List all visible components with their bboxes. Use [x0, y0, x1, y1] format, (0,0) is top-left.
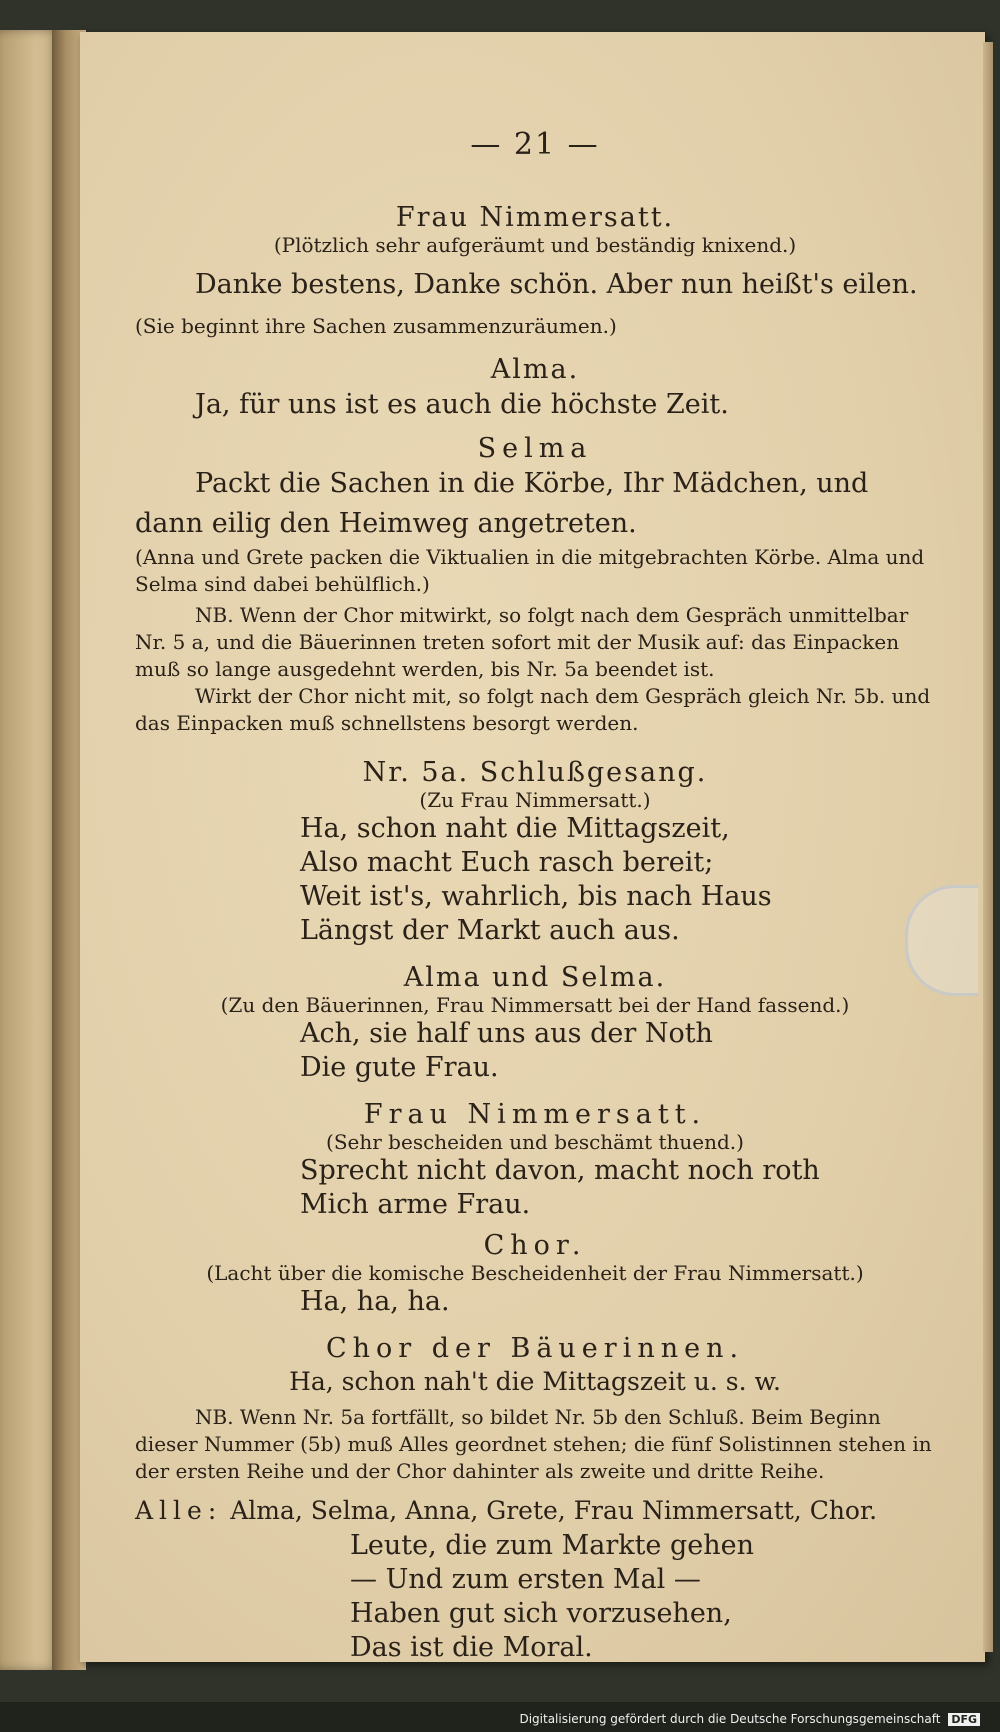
dfg-logo: DFG: [948, 1713, 980, 1726]
page-content: [135, 127, 935, 1665]
dialogue-line: Ha, schon nah't die Mittagszeit u. s. w.: [289, 1367, 781, 1396]
speaker-name: Frau Nimmersatt.: [395, 202, 675, 233]
production-note: NB. Wenn der Chor mitwirkt, so folgt nach dem Gespräch unmittelbar Nr. 5 a, und die Bäuerinnen treten sofort mit der Musik auf: das Einpacken muß so lange ausgedehnt werden, bis Nr. 5a beendet ist.: [135, 603, 909, 681]
previous-page-edge: [0, 30, 60, 1670]
speaker-name: Chor der Bäuerinnen.: [325, 1333, 745, 1364]
speaker-name: Alma.: [490, 354, 580, 385]
verse-block: [135, 1017, 935, 1085]
verse-line: — Und zum ersten Mal —: [350, 1564, 701, 1595]
verse-line: Also macht Euch rasch bereit;: [300, 847, 714, 878]
verse-line: Ha, schon naht die Mittagszeit,: [300, 813, 730, 844]
stage-direction: (Lacht über die komische Bescheidenheit der Frau Nimmersatt.): [206, 1261, 864, 1285]
verse-line: Längst der Markt auch aus.: [300, 915, 680, 946]
footer-credit: [519, 1712, 980, 1726]
speaker-name: Alma und Selma.: [403, 962, 667, 993]
verse-line: Ha, ha, ha.: [300, 1286, 450, 1317]
book-page: [80, 32, 985, 1662]
production-note: Wirkt der Chor nicht mit, so folgt nach dem Gespräch gleich Nr. 5b. und das Einpacken muß schnellstens besorgt werden.: [135, 684, 931, 735]
credit-text: Digitalisierung gefördert durch die Deutsche Forschungsgemeinschaft: [519, 1712, 941, 1726]
stage-direction: (Sie beginnt ihre Sachen zusammenzuräumen.): [135, 314, 617, 338]
ensemble-names: Alma, Selma, Anna, Grete, Frau Nimmersatt, Chor.: [230, 1496, 878, 1525]
verse-line: Weit ist's, wahrlich, bis nach Haus: [300, 881, 772, 912]
stage-direction: (Zu den Bäuerinnen, Frau Nimmersatt bei der Hand fassend.): [220, 993, 850, 1017]
stage-direction: (Sehr bescheiden und beschämt thuend.): [326, 1130, 744, 1154]
verse-block: [135, 1285, 935, 1319]
verse-line: Leute, die zum Markte gehen: [350, 1530, 755, 1561]
footer-bar: [0, 1702, 1000, 1732]
verse-line: Die gute Frau.: [300, 1052, 499, 1083]
verse-line: Sprecht nicht davon, macht noch roth: [300, 1155, 820, 1186]
stage-direction: (Plötzlich sehr aufgeräumt und beständig knixend.): [273, 233, 797, 257]
verse-block: [135, 812, 935, 948]
page-number: — 21 —: [470, 127, 600, 162]
stage-direction: (Anna und Grete packen die Viktualien in die mitgebrachten Körbe. Alma und Selma sind dabei behülflich.): [135, 545, 925, 596]
verse-line: Das ist die Moral.: [350, 1632, 593, 1663]
speaker-name: Selma: [477, 433, 593, 464]
production-note: NB. Wenn Nr. 5a fortfällt, so bildet Nr. 5b den Schluß. Beim Beginn dieser Nummer (5b) muß Alles geordnet stehen; die fünf Solistinnen stehen in der ersten Reihe und der Chor dahinter als zweite und dritte Reihe.: [135, 1405, 932, 1483]
verse-line: Ach, sie half uns aus der Noth: [300, 1018, 713, 1049]
verse-block: [135, 1154, 935, 1222]
dialogue-line: [135, 265, 935, 346]
dialogue-line: Packt die Sachen in die Körbe, Ihr Mädchen, und dann eilig den Heimweg angetreten.: [135, 468, 869, 539]
speaker-name: Chor.: [483, 1230, 587, 1261]
speaker-name: Frau Nimmersatt.: [363, 1099, 707, 1130]
page-edge: [983, 42, 993, 1652]
verse-block: [135, 1529, 935, 1665]
verse-line: Haben gut sich vorzusehen,: [350, 1598, 732, 1629]
dialogue-text: Danke bestens, Danke schön. Aber nun heißt's eilen.: [195, 269, 918, 300]
ensemble-label: Alle:: [135, 1496, 223, 1525]
song-title: Nr. 5a. Schlußgesang.: [362, 757, 708, 788]
ensemble-line: [135, 1493, 935, 1529]
stage-direction: (Zu Frau Nimmersatt.): [419, 788, 651, 812]
dialogue-line: Ja, für uns ist es auch die höchste Zeit.: [195, 389, 729, 420]
verse-line: Mich arme Frau.: [300, 1189, 531, 1220]
